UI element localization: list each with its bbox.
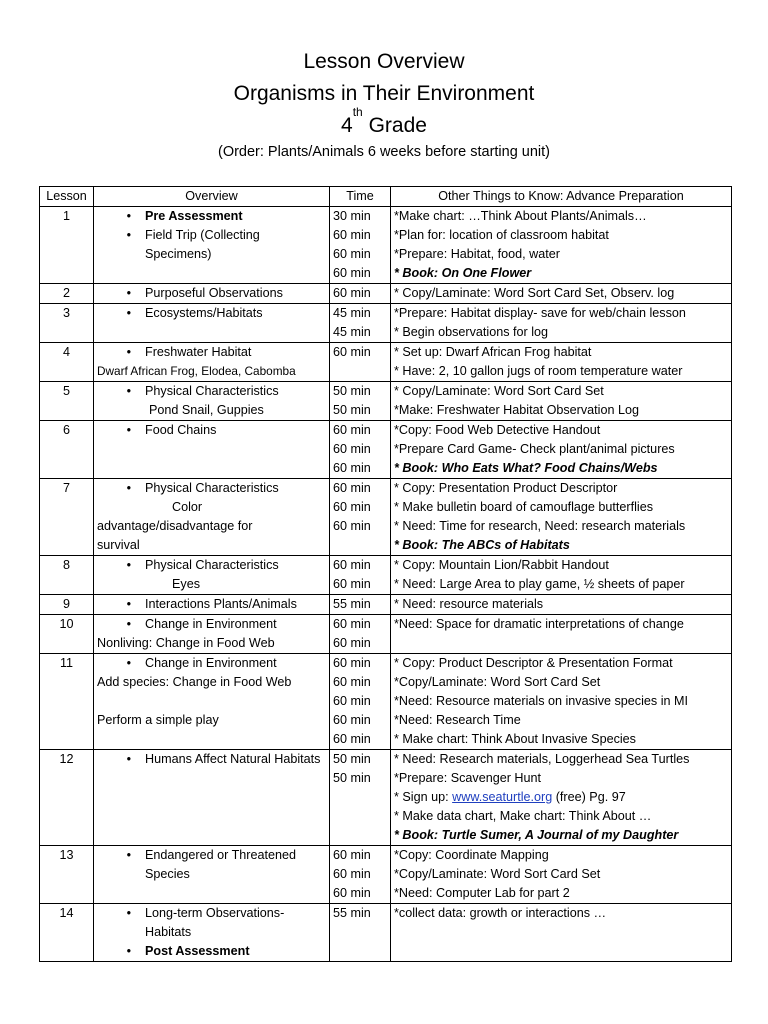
lesson-time: [330, 846, 391, 904]
prep-note: *Prepare: Habitat, food, water: [394, 247, 560, 261]
time-entry: 60 min: [333, 461, 371, 475]
lesson-number: 8: [40, 556, 94, 595]
book-note: * Book: Turtle Sumer, A Journal of my Daughter: [394, 828, 679, 842]
overview-item-text: Pre Assessment: [145, 209, 243, 223]
time-entry: 50 min: [333, 752, 371, 766]
table-row: [40, 904, 732, 962]
time-entry: 45 min: [333, 325, 371, 339]
seaturtle-link[interactable]: www.seaturtle.org: [452, 790, 553, 804]
overview-bullet-item: [97, 284, 326, 303]
lesson-number: 10: [40, 615, 94, 654]
time-entry: 60 min: [333, 886, 371, 900]
prep-note: * Copy: Mountain Lion/Rabbit Handout: [394, 558, 609, 572]
table-row: [40, 750, 732, 846]
prep-note: *Copy/Laminate: Word Sort Card Set: [394, 675, 601, 689]
time-entry: 60 min: [333, 713, 371, 727]
prep-note: *Need: Research Time: [394, 713, 521, 727]
prep-note: *Prepare: Habitat display- save for web/chain lesson: [394, 306, 686, 320]
overview-bullet-item: [97, 595, 326, 614]
lesson-number: 7: [40, 479, 94, 556]
lesson-table: [39, 186, 732, 962]
overview-item-text: Physical Characteristics: [145, 481, 279, 495]
overview-bullet-item: [97, 750, 326, 769]
lesson-preparation-notes: [391, 284, 732, 304]
overview-item-text: Long-term Observations- Habitats: [145, 906, 285, 939]
prep-note: *Need: Resource materials on invasive species in MI: [394, 694, 688, 708]
unit-title: Organisms in Their Environment: [233, 82, 535, 105]
prep-note: *Copy: Coordinate Mapping: [394, 848, 549, 862]
time-entry: 60 min: [333, 636, 371, 650]
overview-detail-text: Add species: Change in Food Web: [97, 675, 292, 689]
lesson-number: 11: [40, 654, 94, 750]
time-entry: 60 min: [333, 577, 371, 591]
time-entry: 60 min: [333, 848, 371, 862]
time-entry: 60 min: [333, 247, 371, 261]
table-row: [40, 304, 732, 343]
prep-note: * Need: resource materials: [394, 597, 544, 611]
overview-item-text: Physical Characteristics: [145, 558, 279, 572]
lesson-number: 4: [40, 343, 94, 382]
bullet-icon: •: [126, 423, 131, 437]
book-note: * Book: On One Flower: [394, 266, 532, 280]
time-entry: 60 min: [333, 675, 371, 689]
lesson-overview: [94, 421, 330, 479]
time-entry: 60 min: [333, 481, 371, 495]
bullet-icon: •: [126, 345, 131, 359]
time-entry: 60 min: [333, 228, 371, 242]
lesson-overview: [94, 304, 330, 343]
lesson-overview: [94, 343, 330, 382]
prep-note: *Need: Computer Lab for part 2: [394, 886, 570, 900]
overview-item-text: Freshwater Habitat: [145, 345, 252, 359]
prep-note: * Have: 2, 10 gallon jugs of room temperature water: [394, 364, 683, 378]
overview-detail-text: Nonliving: Change in Food Web: [97, 636, 275, 650]
time-entry: 60 min: [333, 558, 371, 572]
lesson-preparation-notes: [391, 382, 732, 421]
time-entry: 50 min: [333, 403, 371, 417]
overview-bullet-item: [97, 615, 326, 634]
lesson-preparation-notes: [391, 479, 732, 556]
lesson-preparation-notes: [391, 846, 732, 904]
prep-note: * Set up: Dwarf African Frog habitat: [394, 345, 592, 359]
overview-detail-text: Color: [172, 500, 203, 514]
overview-item-text: Humans Affect Natural Habitats: [145, 752, 321, 766]
book-note: * Book: Who Eats What? Food Chains/Webs: [394, 461, 658, 475]
time-entry: 30 min: [333, 209, 371, 223]
table-row: [40, 556, 732, 595]
prep-note: * Begin observations for log: [394, 325, 549, 339]
bullet-icon: •: [126, 306, 131, 320]
header-overview: Overview: [94, 187, 330, 207]
header-time: Time: [330, 187, 391, 207]
lesson-time: [330, 382, 391, 421]
lesson-number: 1: [40, 207, 94, 284]
lesson-preparation-notes: [391, 904, 732, 962]
lesson-preparation-notes: [391, 207, 732, 284]
overview-item-text: Field Trip (Collecting Specimens): [145, 228, 260, 261]
lesson-number: 12: [40, 750, 94, 846]
lesson-overview: [94, 595, 330, 615]
lesson-number: 2: [40, 284, 94, 304]
header-lesson: Lesson: [40, 187, 94, 207]
lesson-preparation-notes: [391, 343, 732, 382]
lesson-time: [330, 615, 391, 654]
lesson-time: [330, 595, 391, 615]
lesson-time: [330, 207, 391, 284]
overview-item-text: Purposeful Observations: [145, 286, 283, 300]
overview-item-text: Change in Environment: [145, 617, 277, 631]
book-note: * Book: The ABCs of Habitats: [394, 538, 570, 552]
overview-bullet-item: [97, 846, 326, 884]
lesson-preparation-notes: [391, 654, 732, 750]
overview-item-text: Ecosystems/Habitats: [145, 306, 263, 320]
lesson-overview: [94, 904, 330, 962]
overview-bullet-item: [97, 226, 326, 264]
prep-note: * Need: Large Area to play game, ½ sheets of paper: [394, 577, 685, 591]
lesson-overview: [94, 284, 330, 304]
lesson-preparation-notes: [391, 304, 732, 343]
overview-detail-text: Dwarf African Frog, Elodea, Cabomba: [97, 364, 296, 378]
bullet-icon: •: [126, 656, 131, 670]
table-row: [40, 207, 732, 284]
time-entry: 60 min: [333, 423, 371, 437]
bullet-icon: •: [126, 752, 131, 766]
table-row: [40, 846, 732, 904]
lesson-time: [330, 479, 391, 556]
overview-item-text: Interactions Plants/Animals: [145, 597, 297, 611]
overview-detail-text: Eyes: [172, 577, 200, 591]
overview-item-text: Physical Characteristics: [145, 384, 279, 398]
table-row: [40, 284, 732, 304]
overview-item-text: Endangered or Threatened Species: [145, 848, 297, 881]
bullet-icon: •: [126, 906, 131, 920]
overview-bullet-item: [97, 942, 326, 961]
lesson-preparation-notes: [391, 421, 732, 479]
overview-detail-text: [97, 692, 326, 711]
table-header-row: [40, 187, 732, 207]
prep-note: * Copy: Presentation Product Descriptor: [394, 481, 618, 495]
bullet-icon: •: [126, 228, 131, 242]
order-note: (Order: Plants/Animals 6 weeks before starting unit): [217, 144, 551, 160]
bullet-icon: •: [126, 597, 131, 611]
time-entry: 55 min: [333, 597, 371, 611]
prep-note: *Copy: Food Web Detective Handout: [394, 423, 601, 437]
prep-note: *Plan for: location of classroom habitat: [394, 228, 609, 242]
document-title: Lesson Overview: [303, 50, 465, 73]
overview-bullet-item: [97, 304, 326, 323]
prep-note: * Copy: Product Descriptor & Presentation Format: [394, 656, 673, 670]
bullet-icon: •: [126, 558, 131, 572]
overview-item-text: Change in Environment: [145, 656, 277, 670]
lesson-time: [330, 904, 391, 962]
header-advance-preparation: Other Things to Know: Advance Preparation: [391, 187, 732, 207]
prep-note: *Prepare Card Game- Check plant/animal pictures: [394, 442, 675, 456]
prep-note-text: * Sign up:: [394, 790, 453, 804]
overview-item-text: Post Assessment: [145, 944, 250, 958]
time-entry: 60 min: [333, 617, 371, 631]
time-entry: 60 min: [333, 442, 371, 456]
bullet-icon: •: [126, 481, 131, 495]
time-entry: 50 min: [333, 384, 371, 398]
time-entry: 60 min: [333, 519, 371, 533]
lesson-time: [330, 421, 391, 479]
overview-detail-text: advantage/disadvantage for: [97, 519, 253, 533]
bullet-icon: •: [126, 848, 131, 862]
time-entry: 60 min: [333, 345, 371, 359]
overview-bullet-item: [97, 382, 326, 401]
time-entry: 60 min: [333, 286, 371, 300]
prep-note: * Copy/Laminate: Word Sort Card Set, Observ. log: [394, 286, 675, 300]
overview-bullet-item: [97, 556, 326, 575]
lesson-number: 14: [40, 904, 94, 962]
overview-bullet-item: [97, 207, 326, 226]
lesson-overview: [94, 846, 330, 904]
overview-detail-text: Pond Snail, Guppies: [149, 403, 264, 417]
time-entry: 60 min: [333, 500, 371, 514]
lesson-overview: [94, 382, 330, 421]
grade-number: 4: [341, 114, 353, 137]
lesson-number: 5: [40, 382, 94, 421]
overview-bullet-item: [97, 479, 326, 498]
overview-item-text: Food Chains: [145, 423, 217, 437]
lesson-overview: [94, 654, 330, 750]
grade-word: Grade: [368, 114, 427, 137]
prep-note: *Prepare: Scavenger Hunt: [394, 771, 542, 785]
lesson-preparation-notes: [391, 615, 732, 654]
lesson-preparation-notes: [391, 556, 732, 595]
time-entry: 60 min: [333, 266, 371, 280]
time-entry: 50 min: [333, 771, 371, 785]
bullet-icon: •: [126, 617, 131, 631]
lesson-preparation-notes: [391, 595, 732, 615]
grade-title: [0, 105, 768, 138]
prep-note: * Make chart: Think About Invasive Species: [394, 732, 636, 746]
lesson-time: [330, 304, 391, 343]
time-entry: 55 min: [333, 906, 371, 920]
lesson-overview: [94, 207, 330, 284]
table-row: [40, 595, 732, 615]
lesson-number: 3: [40, 304, 94, 343]
overview-bullet-item: [97, 421, 326, 440]
overview-bullet-item: [97, 343, 326, 362]
prep-note: *Copy/Laminate: Word Sort Card Set: [394, 867, 601, 881]
table-row: [40, 615, 732, 654]
prep-note: * Need: Time for research, Need: research materials: [394, 519, 686, 533]
prep-note: * Make data chart, Make chart: Think About …: [394, 809, 652, 823]
time-entry: 45 min: [333, 306, 371, 320]
prep-note: * Make bulletin board of camouflage butterflies: [394, 500, 654, 514]
table-row: [40, 382, 732, 421]
prep-note: *Make: Freshwater Habitat Observation Log: [394, 403, 639, 417]
prep-note: *collect data: growth or interactions …: [394, 906, 607, 920]
overview-bullet-item: [97, 904, 326, 942]
lesson-time: [330, 343, 391, 382]
lesson-number: 6: [40, 421, 94, 479]
prep-note: * Copy/Laminate: Word Sort Card Set: [394, 384, 604, 398]
overview-detail-text: Perform a simple play: [97, 713, 219, 727]
lesson-overview: [94, 750, 330, 846]
lesson-number: 9: [40, 595, 94, 615]
lesson-time: [330, 284, 391, 304]
table-row: [40, 479, 732, 556]
bullet-icon: •: [126, 286, 131, 300]
lesson-preparation-notes: [391, 750, 732, 846]
time-entry: 60 min: [333, 694, 371, 708]
lesson-overview: [94, 479, 330, 556]
lesson-number: 13: [40, 846, 94, 904]
table-row: [40, 654, 732, 750]
time-entry: 60 min: [333, 867, 371, 881]
table-row: [40, 421, 732, 479]
prep-note: *Need: Space for dramatic interpretations of change: [394, 617, 684, 631]
bullet-icon: •: [126, 944, 131, 958]
lesson-time: [330, 654, 391, 750]
table-row: [40, 343, 732, 382]
lesson-overview: [94, 615, 330, 654]
time-entry: 60 min: [333, 656, 371, 670]
overview-detail-text: survival: [97, 538, 140, 552]
bullet-icon: •: [126, 384, 131, 398]
time-entry: 60 min: [333, 732, 371, 746]
lesson-rows: [40, 207, 732, 962]
prep-note: * Need: Research materials, Loggerhead Sea Turtles: [394, 752, 690, 766]
grade-suffix: th: [352, 105, 363, 119]
lesson-time: [330, 556, 391, 595]
prep-note: [394, 788, 728, 807]
prep-note-text: (free) Pg. 97: [552, 790, 626, 804]
prep-note: *Make chart: …Think About Plants/Animals…: [394, 209, 647, 223]
lesson-overview: [94, 556, 330, 595]
bullet-icon: •: [126, 209, 131, 223]
overview-bullet-item: [97, 654, 326, 673]
lesson-time: [330, 750, 391, 846]
